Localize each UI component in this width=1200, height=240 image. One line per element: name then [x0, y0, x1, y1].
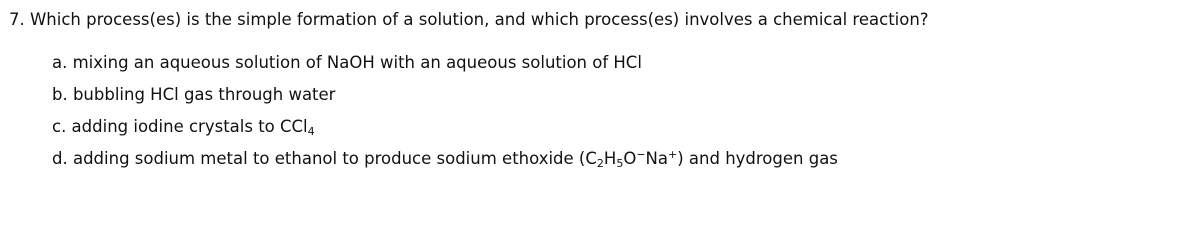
formula-oxygen: O: [623, 149, 637, 168]
formula-hydrogen: H: [603, 149, 617, 168]
formula-sodium: Na: [645, 149, 668, 168]
option-c-subscript: 4: [307, 125, 315, 138]
formula-subscript-2: 2: [596, 157, 604, 170]
option-d-text: d. adding sodium metal to ethanol to produce sodium ethoxide (C: [52, 149, 597, 168]
answer-options-list: [52, 53, 838, 181]
option-c: [52, 117, 838, 149]
option-c-text: c. adding iodine crystals to CCl: [52, 117, 308, 136]
option-d-suffix: ) and hydrogen gas: [677, 149, 838, 168]
formula-plus-charge: +: [668, 148, 678, 161]
option-b: b. bubbling HCl gas through water: [52, 85, 336, 104]
option-a: a. mixing an aqueous solution of NaOH with an aqueous solution of HCl: [52, 53, 642, 72]
question-text: 7. Which process(es) is the simple formation of a solution, and which process(es) involves a chemical reaction?: [9, 10, 929, 29]
formula-subscript-5: 5: [616, 157, 624, 170]
formula-minus-charge: −: [636, 148, 646, 161]
option-d: [52, 149, 838, 181]
